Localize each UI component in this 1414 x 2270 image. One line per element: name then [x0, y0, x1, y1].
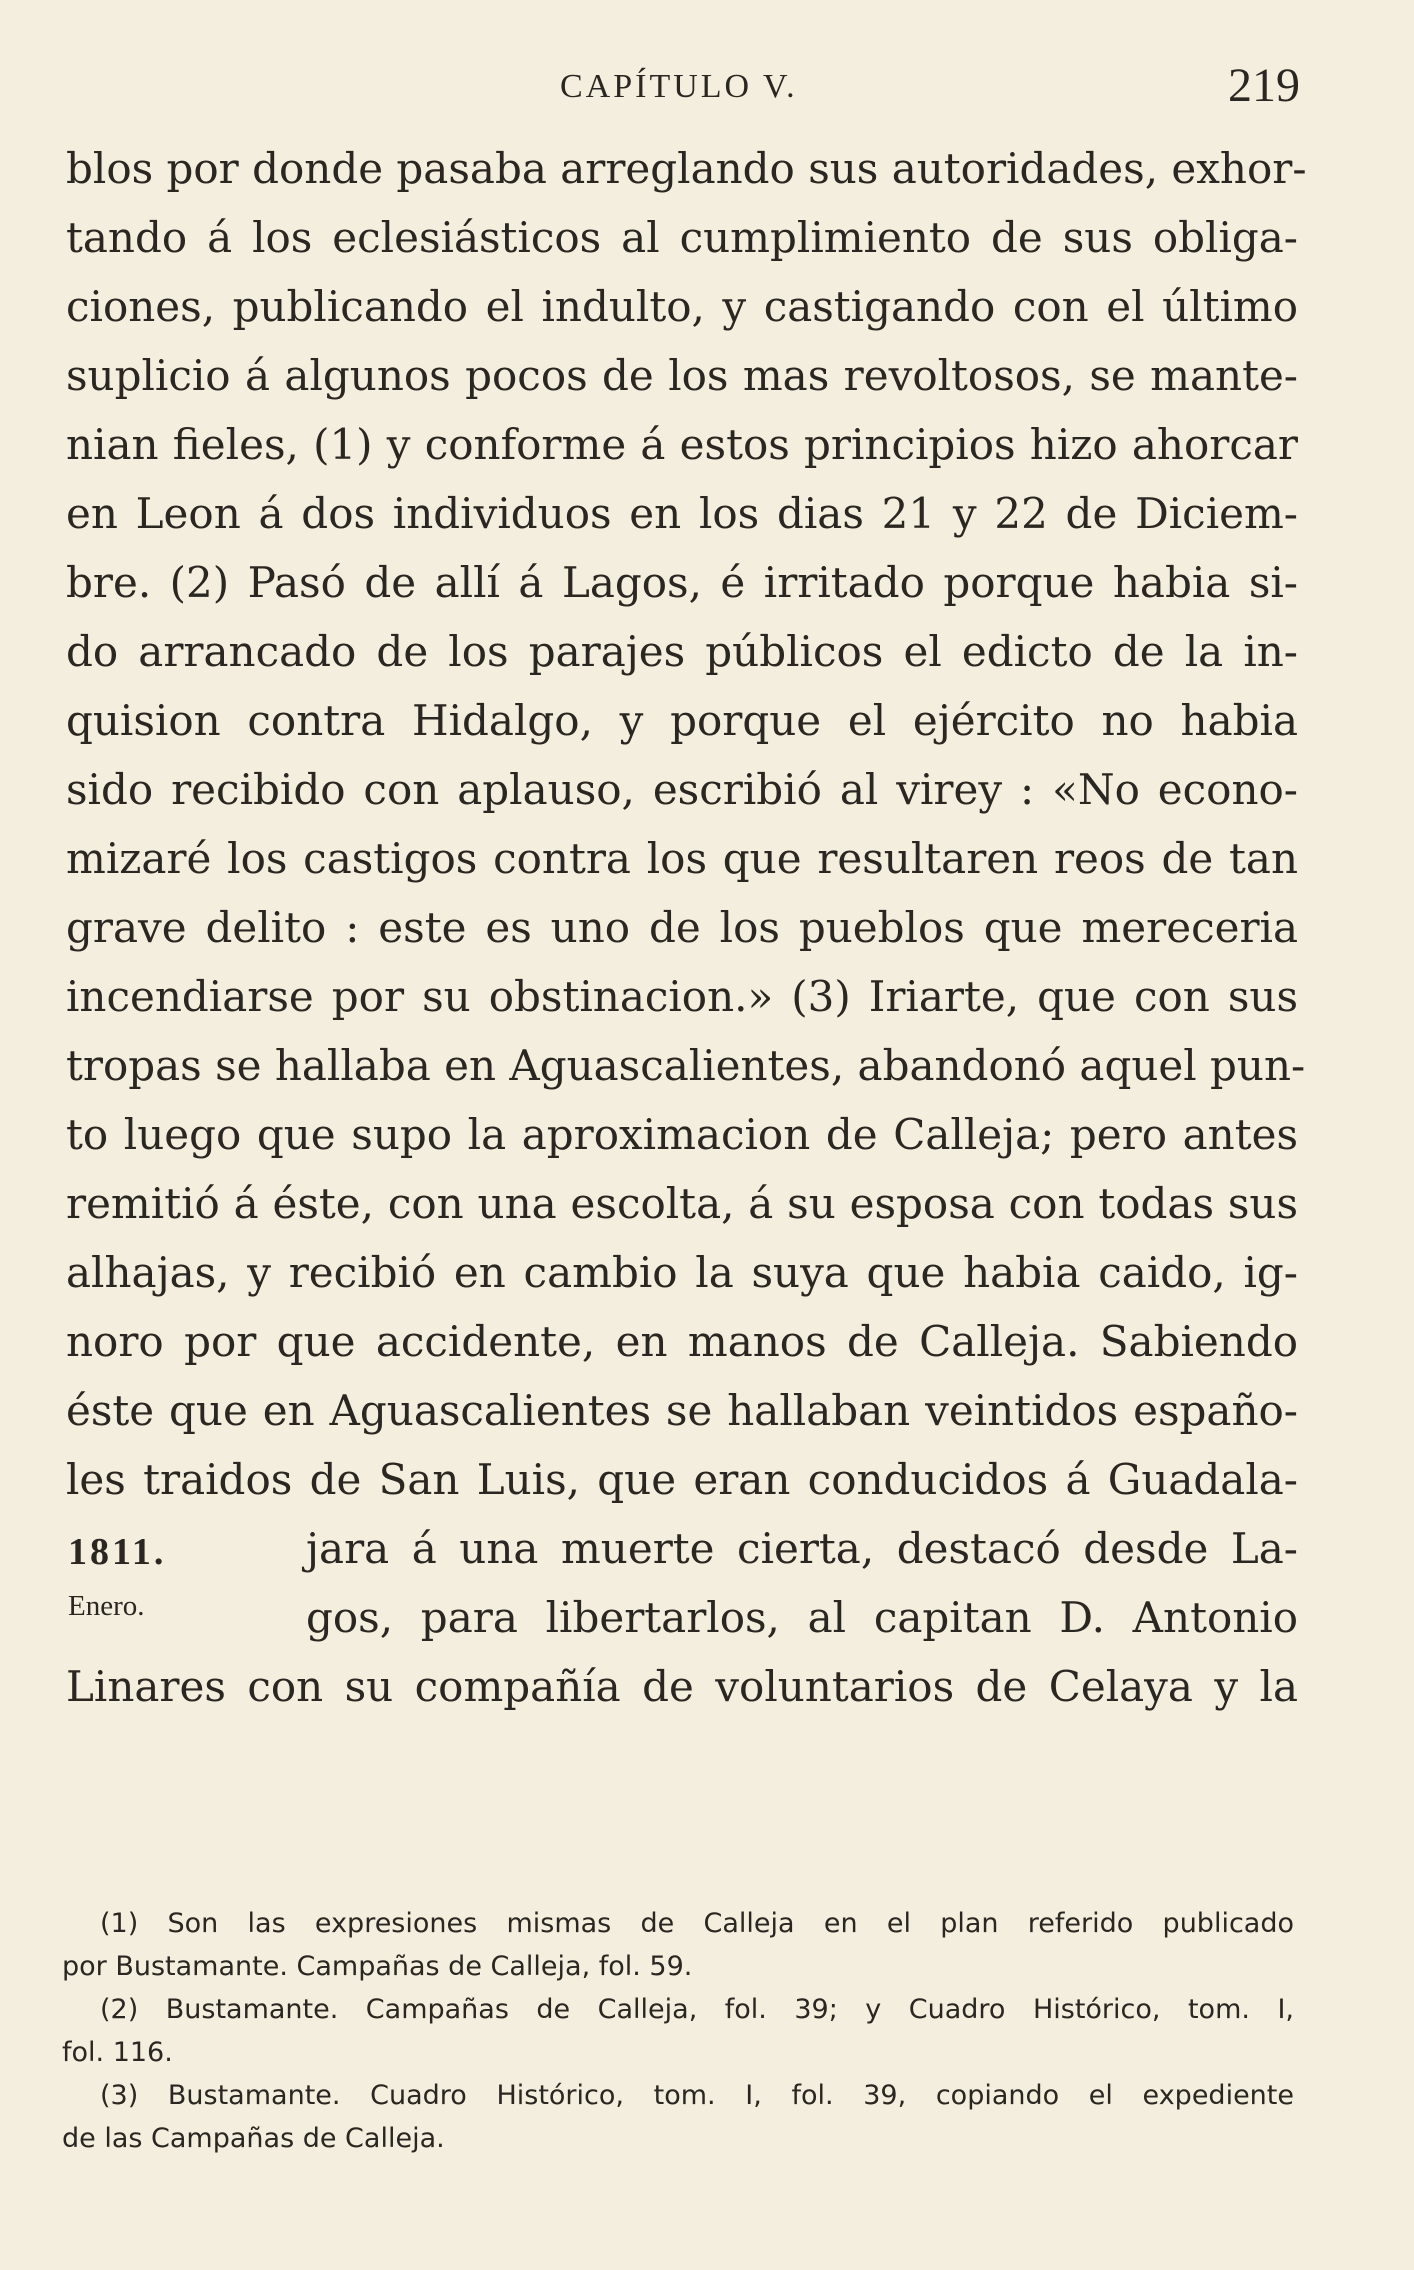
text-line: en Leon á dos individuos en los dias 21 y 22 de Diciem- [66, 489, 1298, 538]
footnote-line: fol. 116. [62, 2037, 173, 2068]
text-line: sido recibido con aplauso, escribió al virey : «No econo- [66, 765, 1298, 814]
text-line: do arrancado de los parajes públicos el edicto de la in- [66, 627, 1298, 676]
text-line: tando á los eclesiásticos al cumplimiento de sus obliga- [66, 213, 1298, 262]
margin-note-month: Enero. [68, 1590, 145, 1622]
text-line: éste que en Aguascalientes se hallaban veintidos españo- [66, 1386, 1298, 1435]
footnote-line: de las Campañas de Calleja. [62, 2123, 445, 2154]
text-line: mizaré los castigos contra los que resultaren reos de tan [66, 834, 1298, 883]
text-line: to luego que supo la aproximacion de Calleja; pero antes [66, 1110, 1298, 1159]
text-line: noro por que accidente, en manos de Calleja. Sabiendo [66, 1317, 1298, 1366]
text-line: bre. (2) Pasó de allí á Lagos, é irritado porque habia si- [66, 558, 1298, 607]
text-line: jara á una muerte cierta, destacó desde La- [306, 1524, 1298, 1573]
text-line: quision contra Hidalgo, y porque el ejército no habia [66, 696, 1298, 745]
footnote-line: (2) Bustamante. Campañas de Calleja, fol. 39; y Cuadro Histórico, tom. I, [100, 1994, 1294, 2025]
footnote-line: por Bustamante. Campañas de Calleja, fol. 59. [62, 1951, 693, 1982]
footnote-line: (3) Bustamante. Cuadro Histórico, tom. I, fol. 39, copiando el expediente [100, 2080, 1294, 2111]
body-text [66, 134, 1307, 1721]
text-line: ciones, publicando el indulto, y castigando con el último [66, 282, 1298, 331]
text-line: incendiarse por su obstinacion.» (3) Iriarte, que con sus [66, 972, 1298, 1021]
page-header [560, 58, 1300, 118]
text-line: nian fieles, (1) y conforme á estos principios hizo ahorcar [66, 420, 1298, 469]
running-title: CAPÍTULO V. [560, 68, 798, 105]
text-line: gos, para libertarlos, al capitan D. Antonio [306, 1593, 1298, 1642]
text-line: alhajas, y recibió en cambio la suya que habia caido, ig- [66, 1248, 1298, 1297]
text-line: Linares con su compañía de voluntarios de Celaya y la [66, 1662, 1298, 1711]
footnotes [62, 1902, 1294, 2160]
footnote-line: (1) Son las expresiones mismas de Calleja en el plan referido publicado [100, 1908, 1294, 1939]
text-line: les traidos de San Luis, que eran conducidos á Guadala- [66, 1455, 1298, 1504]
text-line: grave delito : este es uno de los pueblos que mereceria [66, 903, 1298, 952]
margin-note-year: 1811. [68, 1531, 167, 1573]
page-number: 219 [1228, 59, 1300, 112]
text-line: blos por donde pasaba arreglando sus autoridades, exhor- [66, 144, 1307, 193]
text-line: suplicio á algunos pocos de los mas revoltosos, se mante- [66, 351, 1298, 400]
text-line: tropas se hallaba en Aguascalientes, abandonó aquel pun- [66, 1041, 1306, 1090]
text-line: remitió á éste, con una escolta, á su esposa con todas sus [66, 1179, 1298, 1228]
